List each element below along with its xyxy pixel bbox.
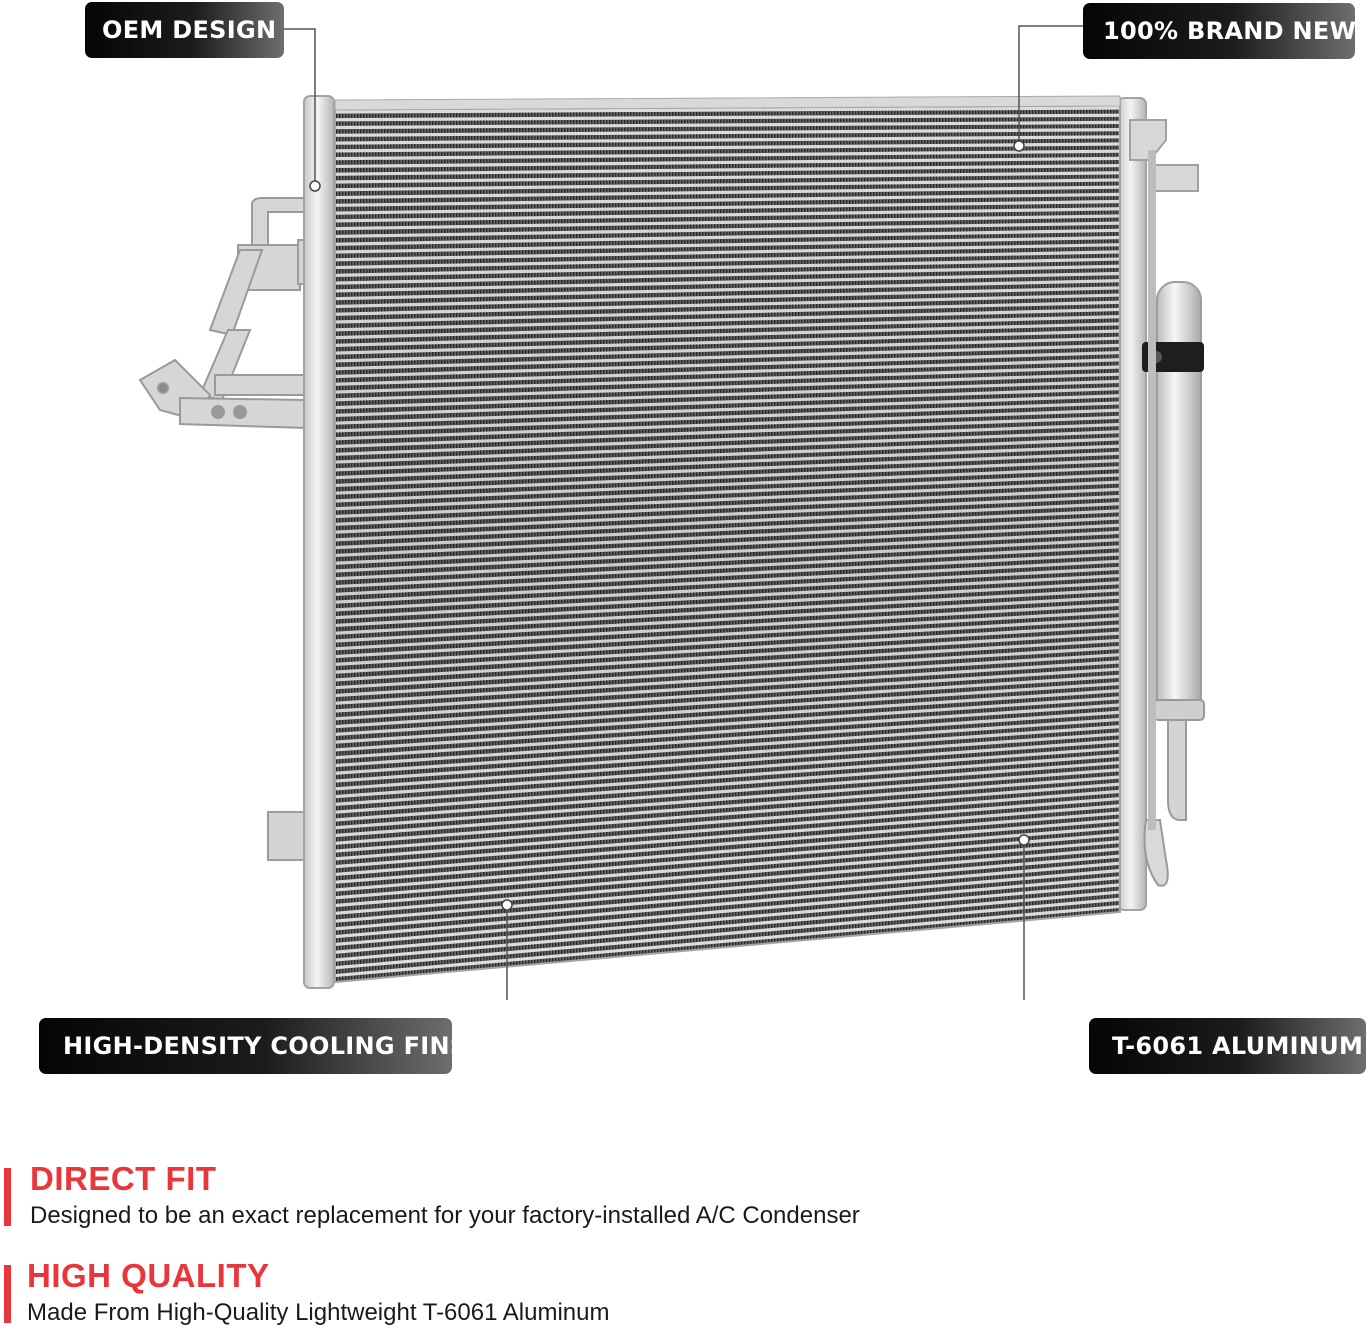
condenser-core [330,96,1130,996]
callout-aluminum: T-6061 ALUMINUM [1089,1018,1366,1074]
feature-description: Designed to be an exact replacement for your factory-installed A/C Condenser [30,1202,860,1229]
feature-title: DIRECT FIT [30,1160,217,1197]
right-tank [1118,98,1146,910]
feature-accent-bar [4,1265,11,1323]
feature-title: HIGH QUALITY [27,1257,270,1294]
callout-oem-design: OEM DESIGN [85,2,284,58]
feature-direct-fit [0,1160,1368,1235]
feature-description: Made From High-Quality Lightweight T-6061 Aluminum [27,1299,610,1326]
receiver-dryer [1142,150,1204,886]
feature-high-quality [0,1257,1368,1332]
callout-brand-new: 100% BRAND NEW [1083,3,1355,59]
callout-cooling-fins: HIGH-DENSITY COOLING FINS [39,1018,452,1074]
left-fitting [140,198,306,428]
left-tank [304,96,334,988]
feature-accent-bar [4,1168,11,1226]
